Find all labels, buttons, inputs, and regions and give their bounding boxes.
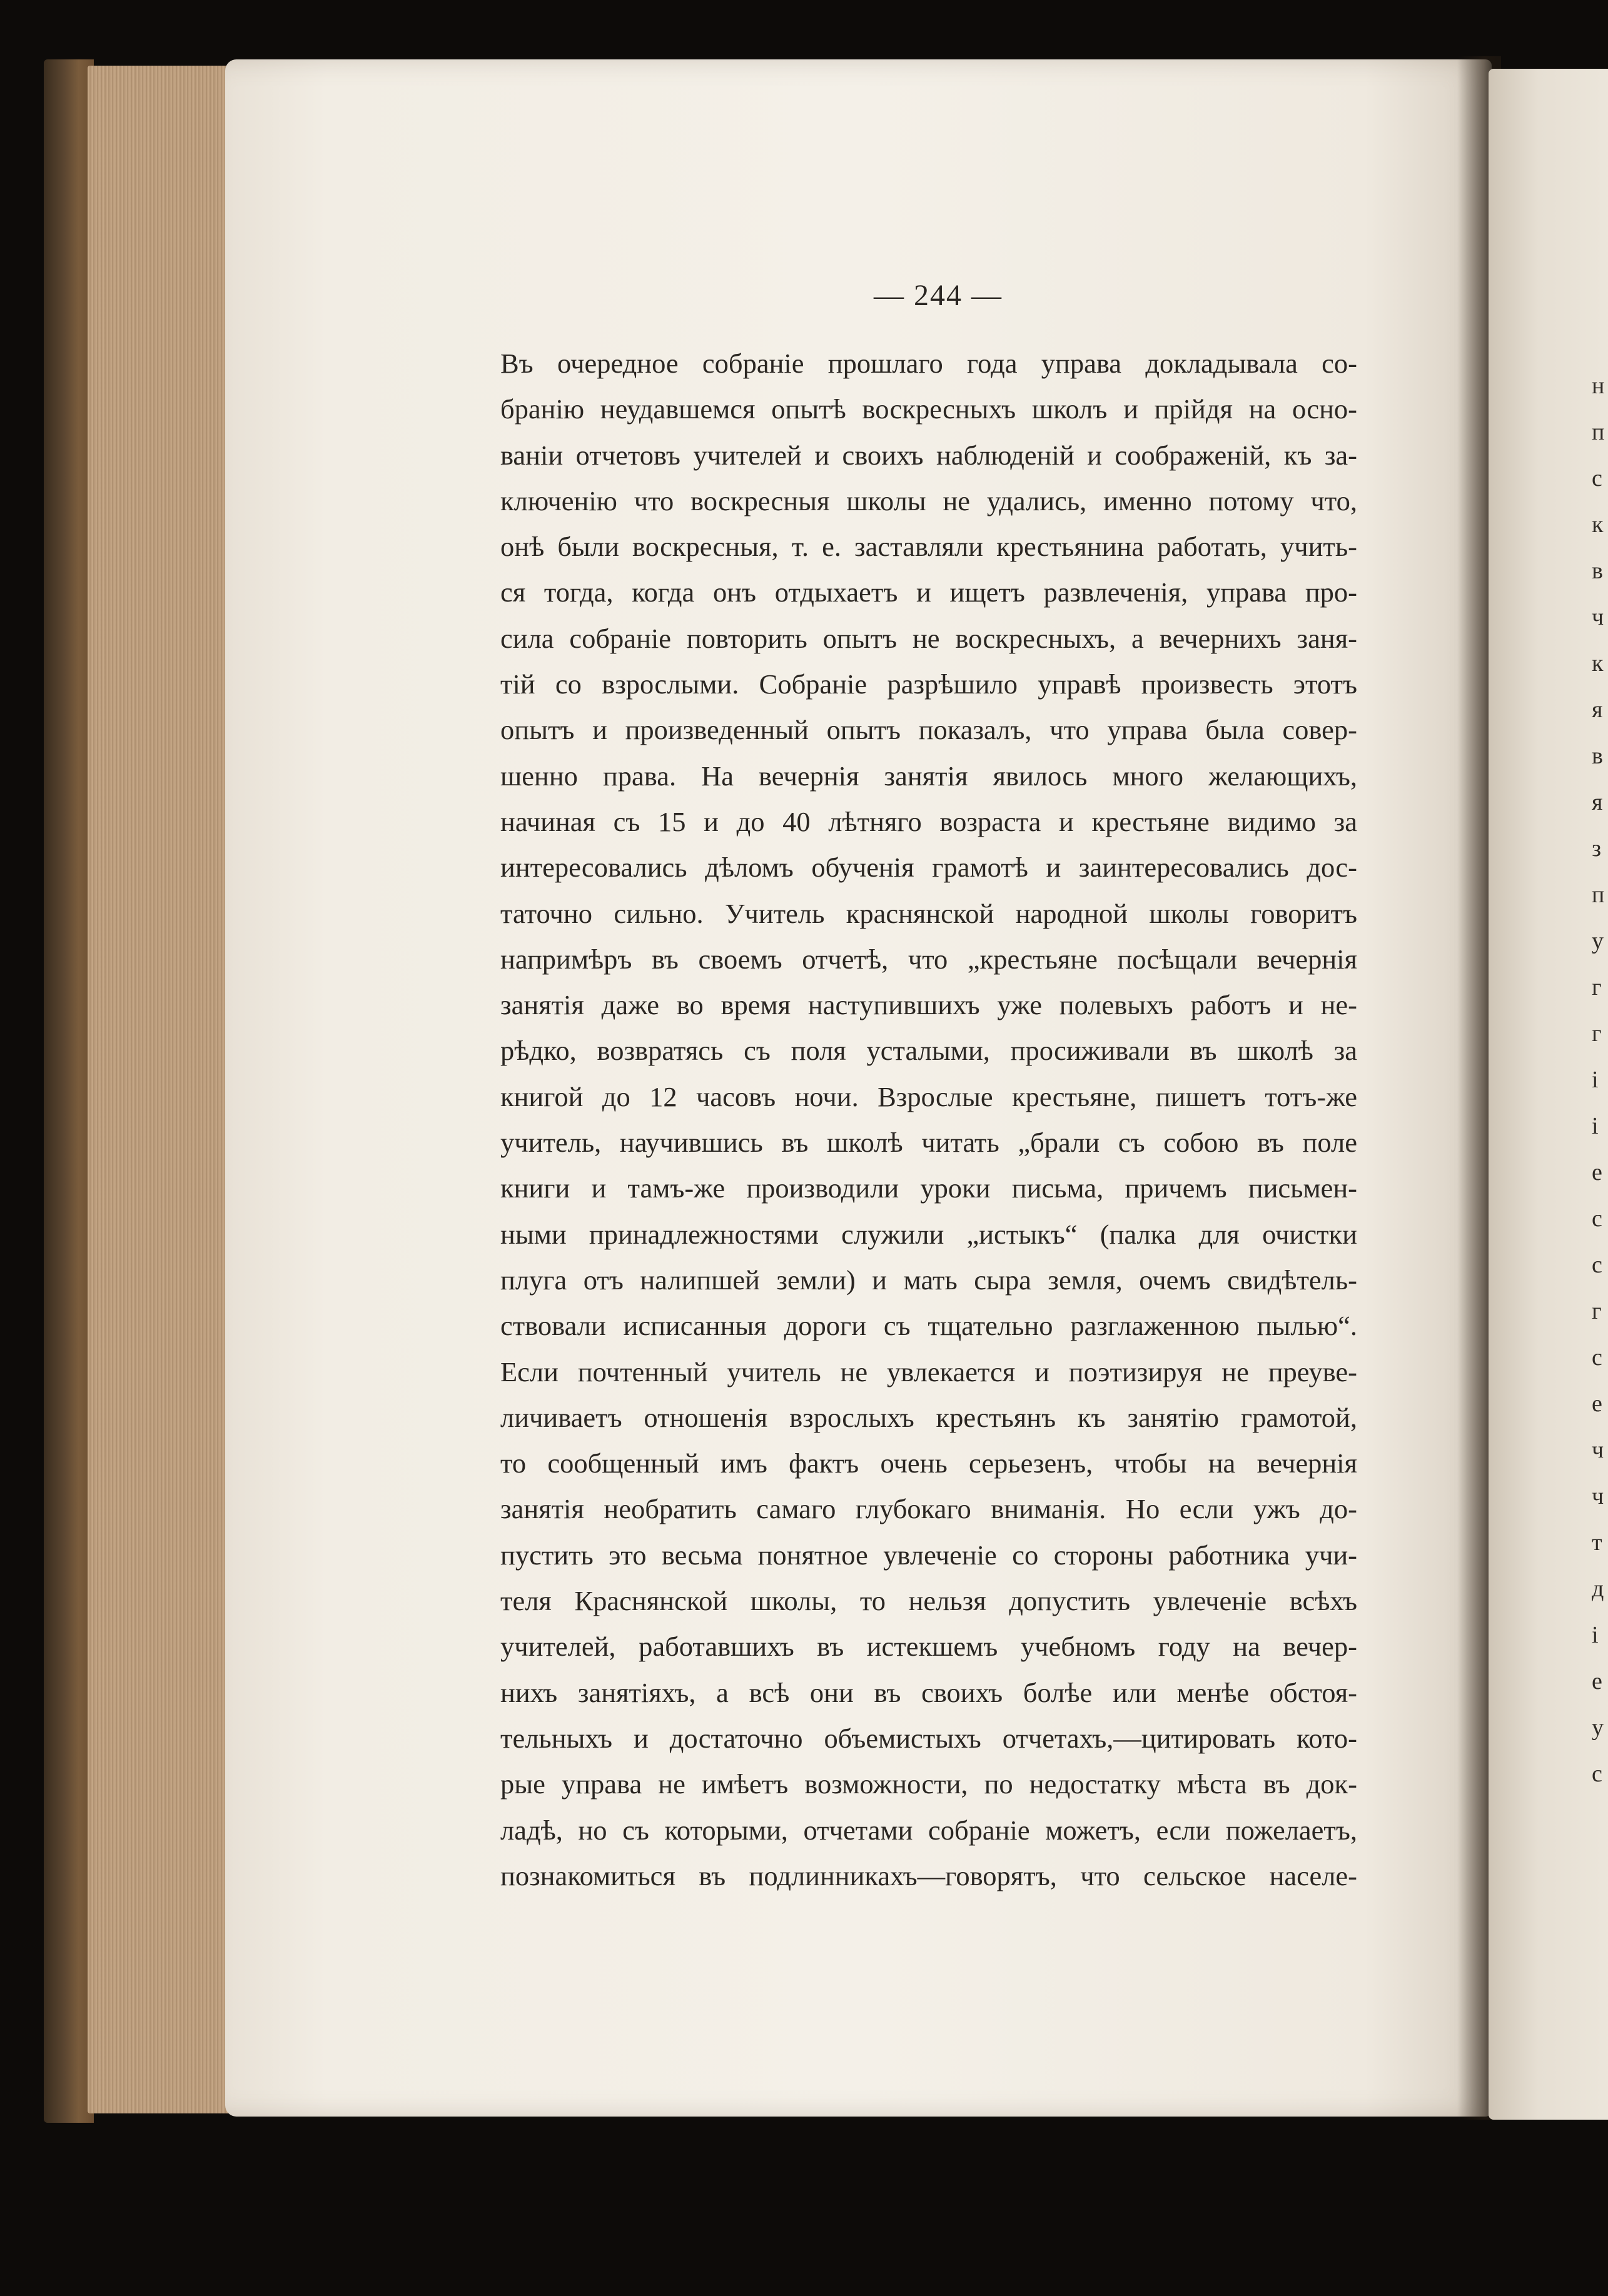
text-line: учитель, научившись въ школѣ читать „брали съ собою въ поле xyxy=(500,1127,1357,1159)
facing-page xyxy=(1489,69,1608,2120)
body-text xyxy=(500,341,1357,1899)
text-line: ся тогда, когда онъ отдыхаетъ и ищетъ развлеченія, управа про- xyxy=(500,577,1357,608)
text-line: плуга отъ налипшей земли) и мать сыра земля, очемъ свидѣтель- xyxy=(500,1264,1357,1296)
facing-page-letter: с xyxy=(1592,1206,1602,1232)
text-line: тій со взрослыми. Собраніе разрѣшило управѣ произвесть этотъ xyxy=(500,668,1357,700)
facing-page-letter: с xyxy=(1592,1761,1602,1787)
text-line: шенно права. На вечернія занятія явилось много желающихъ, xyxy=(500,760,1357,792)
text-line: ладѣ, но съ которыми, отчетами собраніе можетъ, если пожелаетъ, xyxy=(500,1814,1357,1846)
text-line: напримѣръ въ своемъ отчетѣ, что „крестьяне посѣщали вечернія xyxy=(500,943,1357,975)
text-line: Въ очередное собраніе прошлаго года управа докладывала со- xyxy=(500,348,1357,379)
text-line: теля Краснянской школы, то нельзя допустить увлеченіе всѣхъ xyxy=(500,1585,1357,1617)
text-line: занятія необратить самаго глубокаго вниманія. Но если ужъ до- xyxy=(500,1493,1357,1525)
text-line: ствовали исписанныя дороги съ тщательно разглаженною пылью“. xyxy=(500,1310,1357,1342)
facing-page-text-fragment xyxy=(1592,363,1608,1797)
text-line: то сообщенный имъ фактъ очень серьезенъ, чтобы на вечернія xyxy=(500,1448,1357,1479)
text-line: Если почтенный учитель не увлекается и поэтизируя не преуве- xyxy=(500,1356,1357,1387)
facing-page-letter: я xyxy=(1592,789,1603,815)
text-line: ваніи отчетовъ учителей и своихъ наблюденій и соображеній, къ за- xyxy=(500,439,1357,471)
text-line: рые управа не имѣетъ возможности, по недостатку мѣста въ док- xyxy=(500,1768,1357,1800)
text-line: начиная съ 15 и до 40 лѣтняго возраста и крестьяне видимо за xyxy=(500,805,1357,837)
facing-page-letter: с xyxy=(1592,1252,1602,1278)
text-line: тельныхъ и достаточно объемистыхъ отчетахъ,—цитировать кото- xyxy=(500,1722,1357,1754)
facing-page-letter: с xyxy=(1592,1344,1602,1371)
facing-page-letter: в xyxy=(1592,743,1603,769)
facing-page-letter: і xyxy=(1592,1067,1599,1093)
facing-page-letter: у xyxy=(1592,1714,1604,1741)
text-line: ключенію что воскресныя школы не удались, именно потому что, xyxy=(500,485,1357,516)
text-line: бранію неудавшемся опытѣ воскресныхъ школъ и прійдя на осно- xyxy=(500,393,1357,425)
book-cover-edge xyxy=(44,59,94,2123)
page-stack-edges xyxy=(88,66,238,2113)
facing-page-letter: д xyxy=(1592,1576,1604,1602)
facing-page-letter: у xyxy=(1592,928,1604,954)
facing-page-letter: п xyxy=(1592,882,1605,908)
text-line: книгой до 12 часовъ ночи. Взрослые крестьяне, пишетъ тотъ-же xyxy=(500,1080,1357,1112)
facing-page-letter: ч xyxy=(1592,1483,1604,1509)
facing-page-letter: г xyxy=(1592,974,1602,1000)
text-line: ными принадлежностями служили „истыкъ“ (палка для очистки xyxy=(500,1218,1357,1250)
facing-page-letter: г xyxy=(1592,1298,1602,1324)
text-line: интересовались дѣломъ обученія грамотѣ и заинтересовались дос- xyxy=(500,852,1357,884)
facing-page-letter: і xyxy=(1592,1622,1599,1648)
text-line: учителей, работавшихъ въ истекшемъ учебномъ году на вечер- xyxy=(500,1631,1357,1663)
facing-page-letter: к xyxy=(1592,511,1604,538)
text-line: личиваетъ отношенія взрослыхъ крестьянъ къ занятію грамотой, xyxy=(500,1401,1357,1433)
text-line: таточно сильно. Учитель краснянской народной школы говоритъ xyxy=(500,897,1357,929)
facing-page-letter: н xyxy=(1592,373,1605,399)
text-line: пустить это весьма понятное увлеченіе со стороны работника учи- xyxy=(500,1539,1357,1571)
text-line: познакомиться въ подлинникахъ—говорятъ, что сельское населе- xyxy=(500,1860,1357,1891)
text-line: книги и тамъ-же производили уроки письма, причемъ письмен- xyxy=(500,1172,1357,1204)
text-line: занятія даже во время наступившихъ уже полевыхъ работъ и не- xyxy=(500,989,1357,1021)
facing-page-letter: к xyxy=(1592,650,1604,677)
page-number: — 244 — xyxy=(874,279,1003,312)
facing-page-letter: е xyxy=(1592,1391,1602,1417)
facing-page-letter: с xyxy=(1592,465,1602,491)
text-line: сила собраніе повторить опытъ не воскресныхъ, а вечернихъ заня- xyxy=(500,622,1357,654)
facing-page-letter: в xyxy=(1592,558,1603,584)
text-line: рѣдко, возвратясь съ поля усталыми, просиживали въ школѣ за xyxy=(500,1035,1357,1067)
facing-page-letter: ч xyxy=(1592,1437,1604,1463)
facing-page-letter: з xyxy=(1592,835,1602,862)
facing-page-letter: і xyxy=(1592,1113,1599,1139)
text-line: опытъ и произведенный опытъ показалъ, что управа была совер- xyxy=(500,714,1357,746)
facing-page-letter: е xyxy=(1592,1668,1602,1694)
facing-page-letter: я xyxy=(1592,697,1603,723)
facing-page-letter: ч xyxy=(1592,604,1604,630)
facing-page-letter: т xyxy=(1592,1529,1602,1556)
facing-page-letter: г xyxy=(1592,1020,1602,1047)
text-line: нихъ занятіяхъ, а всѣ они въ своихъ болѣе или менѣе обстоя- xyxy=(500,1676,1357,1708)
facing-page-letter: п xyxy=(1592,419,1605,445)
text-line: онѣ были воскресныя, т. е. заставляли крестьянина работать, учить- xyxy=(500,531,1357,563)
facing-page-letter: е xyxy=(1592,1159,1602,1186)
